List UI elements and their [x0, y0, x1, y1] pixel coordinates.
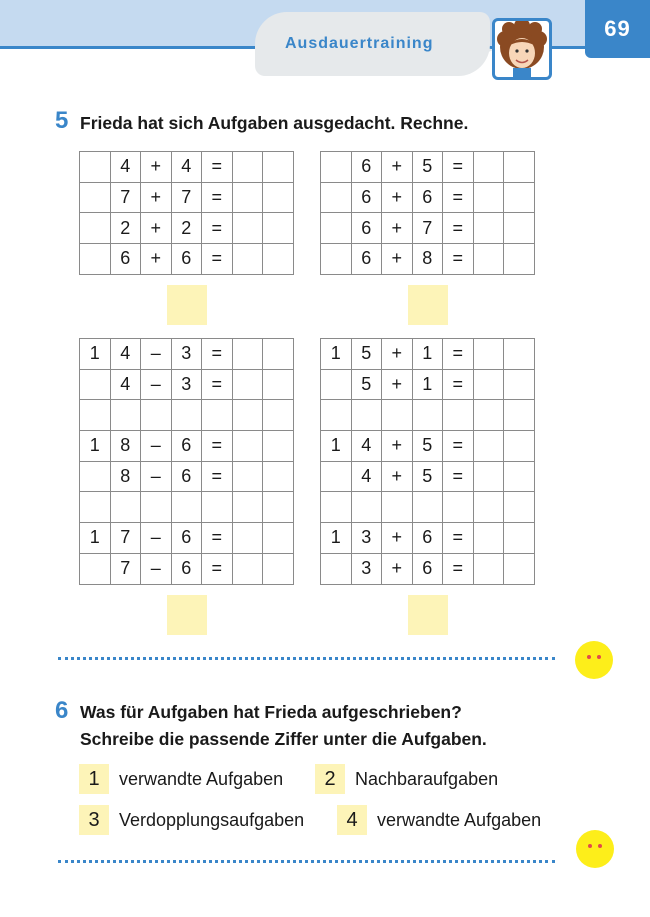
legend-digit: 4 [337, 805, 367, 835]
answer-cell[interactable] [473, 339, 504, 370]
grid-row [321, 213, 535, 244]
grid-cell: 7 [412, 213, 443, 244]
grid-cell [321, 152, 352, 183]
answer-cell[interactable] [263, 213, 294, 244]
grid-cell: 1 [321, 431, 352, 462]
grid-cell [141, 400, 172, 431]
grid-cell: = [202, 182, 233, 213]
legend-label: Verdopplungsaufgaben [119, 809, 305, 830]
grid-cell: + [141, 182, 172, 213]
dotted-divider [58, 657, 555, 660]
grid-cell: 8 [412, 244, 443, 275]
grid-cell: = [443, 523, 474, 554]
grid-cell: 3 [351, 523, 382, 554]
legend-label: Nachbaraufgaben [355, 768, 499, 789]
grid-row [80, 461, 294, 492]
grid-cell: + [382, 182, 413, 213]
answer-cell[interactable] [232, 369, 263, 400]
legend-digit: 1 [79, 764, 109, 794]
answer-box-grid-4[interactable] [408, 595, 448, 635]
grid-cell [321, 400, 352, 431]
grid-row [80, 213, 294, 244]
answer-cell[interactable] [232, 244, 263, 275]
answer-cell[interactable] [263, 369, 294, 400]
grid-cell: = [443, 244, 474, 275]
grid-cell [321, 461, 352, 492]
legend-item [337, 805, 541, 835]
answer-cell[interactable] [263, 461, 294, 492]
grid-row [80, 152, 294, 183]
grid-cell: 4 [351, 461, 382, 492]
grid-cell: = [443, 339, 474, 370]
answer-cell[interactable] [263, 553, 294, 584]
grid-cell: = [443, 369, 474, 400]
grid-cell: = [443, 431, 474, 462]
task-6-instruction-line-2: Schreibe die passende Ziffer unter die Aufgaben. [80, 729, 487, 749]
answer-cell[interactable] [504, 339, 535, 370]
answer-cell[interactable] [232, 492, 263, 523]
grid-cell: 6 [171, 553, 202, 584]
answer-cell[interactable] [263, 492, 294, 523]
answer-cell[interactable] [473, 523, 504, 554]
answer-cell[interactable] [504, 400, 535, 431]
answer-cell[interactable] [473, 400, 504, 431]
grid-cell [80, 182, 111, 213]
answer-cell[interactable] [473, 492, 504, 523]
grid-row [321, 339, 535, 370]
grid-cell: 6 [110, 244, 141, 275]
answer-cell[interactable] [232, 182, 263, 213]
grid-cell [110, 400, 141, 431]
grid-row [80, 553, 294, 584]
grid-cell: – [141, 553, 172, 584]
page-number: 69 [585, 0, 650, 58]
grid-cell: 1 [80, 339, 111, 370]
grid-cell: 1 [321, 339, 352, 370]
grid-cell: 7 [171, 182, 202, 213]
grid-cell: 3 [171, 339, 202, 370]
calc-grid-3 [79, 338, 294, 585]
grid-cell: 6 [351, 152, 382, 183]
grid-row [80, 244, 294, 275]
dotted-divider [58, 860, 555, 863]
answer-cell[interactable] [263, 431, 294, 462]
grid-cell [110, 492, 141, 523]
grid-cell: = [202, 213, 233, 244]
grid-cell: + [141, 152, 172, 183]
grid-cell: 7 [110, 523, 141, 554]
smiley-face-icon [575, 641, 613, 679]
answer-box-grid-1[interactable] [167, 285, 207, 325]
answer-cell[interactable] [232, 553, 263, 584]
answer-cell[interactable] [504, 152, 535, 183]
answer-cell[interactable] [263, 152, 294, 183]
grid-cell: 1 [321, 523, 352, 554]
grid-cell: + [382, 152, 413, 183]
answer-cell[interactable] [473, 461, 504, 492]
grid-cell: 6 [351, 182, 382, 213]
grid-cell: 4 [110, 152, 141, 183]
answer-cell[interactable] [263, 400, 294, 431]
section-label: Ausdauertraining [255, 12, 490, 76]
grid-cell [202, 492, 233, 523]
answer-cell[interactable] [504, 553, 535, 584]
legend-digit: 3 [79, 805, 109, 835]
answer-cell[interactable] [263, 339, 294, 370]
grid-cell: = [443, 182, 474, 213]
grid-cell: = [202, 553, 233, 584]
grid-cell [171, 400, 202, 431]
grid-cell: 6 [351, 244, 382, 275]
grid-cell: 2 [110, 213, 141, 244]
grid-cell [412, 492, 443, 523]
task-number-6: 6 [55, 697, 69, 724]
grid-cell [321, 369, 352, 400]
answer-cell[interactable] [232, 339, 263, 370]
task-6-instruction-line-1: Was für Aufgaben hat Frieda aufgeschrieben? [80, 702, 462, 722]
answer-cell[interactable] [473, 553, 504, 584]
calc-grid-1 [79, 151, 294, 275]
grid-cell: 6 [412, 553, 443, 584]
grid-cell: + [382, 431, 413, 462]
grid-cell: + [382, 244, 413, 275]
answer-cell[interactable] [504, 213, 535, 244]
grid-cell: 5 [412, 461, 443, 492]
answer-cell[interactable] [504, 431, 535, 462]
grid-cell [80, 553, 111, 584]
answer-cell[interactable] [504, 244, 535, 275]
grid-row [80, 369, 294, 400]
grid-cell [351, 400, 382, 431]
grid-cell: = [443, 553, 474, 584]
grid-cell [321, 492, 352, 523]
answer-cell[interactable] [504, 523, 535, 554]
answer-cell[interactable] [263, 182, 294, 213]
grid-row [321, 523, 535, 554]
grid-row [321, 369, 535, 400]
grid-row [321, 152, 535, 183]
grid-cell: 8 [110, 431, 141, 462]
grid-row [321, 461, 535, 492]
grid-cell: = [202, 244, 233, 275]
grid-cell: 1 [412, 339, 443, 370]
grid-cell: = [202, 152, 233, 183]
grid-row [80, 431, 294, 462]
answer-cell[interactable] [473, 244, 504, 275]
answer-cell[interactable] [504, 182, 535, 213]
grid-row [321, 400, 535, 431]
answer-cell[interactable] [232, 400, 263, 431]
grid-cell: + [382, 523, 413, 554]
smiley-face-icon [576, 830, 614, 868]
legend-label: verwandte Aufgaben [377, 809, 542, 830]
grid-cell: 6 [412, 182, 443, 213]
legend-label: verwandte Aufgaben [119, 768, 284, 789]
grid-cell [443, 400, 474, 431]
grid-cell [202, 400, 233, 431]
grid-row [80, 339, 294, 370]
grid-cell [443, 492, 474, 523]
grid-cell [80, 244, 111, 275]
grid-cell: 5 [351, 369, 382, 400]
answer-box-grid-2[interactable] [408, 285, 448, 325]
grid-cell: 7 [110, 182, 141, 213]
answer-box-grid-3[interactable] [167, 595, 207, 635]
grid-cell: 3 [351, 553, 382, 584]
calc-grid-4 [320, 338, 535, 585]
grid-row [80, 400, 294, 431]
grid-row [321, 492, 535, 523]
grid-cell: + [382, 553, 413, 584]
grid-cell [80, 152, 111, 183]
grid-cell: 6 [412, 523, 443, 554]
answer-cell[interactable] [473, 182, 504, 213]
grid-cell: = [202, 461, 233, 492]
task-number-5: 5 [55, 107, 69, 134]
grid-cell: 5 [412, 152, 443, 183]
answer-cell[interactable] [232, 431, 263, 462]
grid-cell: = [202, 523, 233, 554]
grid-cell [80, 369, 111, 400]
grid-cell: 8 [110, 461, 141, 492]
grid-cell [171, 492, 202, 523]
grid-cell: = [202, 431, 233, 462]
grid-cell [382, 492, 413, 523]
grid-row [80, 492, 294, 523]
grid-row [321, 553, 535, 584]
answer-cell[interactable] [232, 523, 263, 554]
grid-cell: + [382, 339, 413, 370]
answer-cell[interactable] [232, 152, 263, 183]
grid-cell [141, 492, 172, 523]
grid-cell [80, 213, 111, 244]
grid-cell: + [382, 369, 413, 400]
grid-cell: 6 [171, 523, 202, 554]
legend-item [79, 764, 283, 794]
answer-cell[interactable] [504, 369, 535, 400]
answer-cell[interactable] [232, 461, 263, 492]
grid-cell [80, 400, 111, 431]
grid-cell: 3 [171, 369, 202, 400]
grid-cell: 1 [80, 523, 111, 554]
speech-bubble-tail [475, 42, 493, 58]
grid-cell: 5 [351, 339, 382, 370]
grid-cell [321, 182, 352, 213]
grid-cell: – [141, 523, 172, 554]
calc-grid-2 [320, 151, 535, 275]
grid-cell: 4 [110, 369, 141, 400]
grid-row [321, 182, 535, 213]
grid-cell [80, 492, 111, 523]
girl-face-icon [492, 18, 552, 80]
grid-row [80, 182, 294, 213]
grid-cell: 4 [351, 431, 382, 462]
answer-cell[interactable] [473, 431, 504, 462]
legend-digit: 2 [315, 764, 345, 794]
grid-cell: 4 [110, 339, 141, 370]
grid-cell: 1 [80, 431, 111, 462]
answer-cell[interactable] [263, 523, 294, 554]
grid-cell: – [141, 431, 172, 462]
grid-cell: – [141, 461, 172, 492]
grid-cell: 6 [171, 244, 202, 275]
grid-cell: = [443, 213, 474, 244]
grid-cell: + [141, 244, 172, 275]
grid-cell: 6 [171, 461, 202, 492]
answer-cell[interactable] [473, 369, 504, 400]
grid-cell: 6 [171, 431, 202, 462]
task-5-instruction: Frieda hat sich Aufgaben ausgedacht. Rechne. [80, 113, 469, 133]
grid-cell: = [443, 152, 474, 183]
answer-cell[interactable] [263, 244, 294, 275]
grid-cell [321, 244, 352, 275]
answer-cell[interactable] [504, 461, 535, 492]
grid-cell: = [202, 369, 233, 400]
grid-cell: 5 [412, 431, 443, 462]
grid-cell: = [443, 461, 474, 492]
grid-cell [412, 400, 443, 431]
answer-cell[interactable] [473, 213, 504, 244]
grid-cell: 2 [171, 213, 202, 244]
grid-cell [321, 213, 352, 244]
grid-cell [321, 553, 352, 584]
grid-cell: + [382, 461, 413, 492]
legend-item [315, 764, 498, 794]
grid-cell: – [141, 339, 172, 370]
grid-row [321, 244, 535, 275]
grid-cell: 6 [351, 213, 382, 244]
grid-cell [382, 400, 413, 431]
grid-row [80, 523, 294, 554]
grid-cell: – [141, 369, 172, 400]
grid-cell [80, 461, 111, 492]
grid-cell: + [382, 213, 413, 244]
grid-cell: 7 [110, 553, 141, 584]
grid-cell: = [202, 339, 233, 370]
grid-cell: 1 [412, 369, 443, 400]
grid-cell [351, 492, 382, 523]
answer-cell[interactable] [232, 213, 263, 244]
answer-cell[interactable] [473, 152, 504, 183]
grid-cell: 4 [171, 152, 202, 183]
answer-cell[interactable] [504, 492, 535, 523]
grid-cell: + [141, 213, 172, 244]
grid-row [321, 431, 535, 462]
legend-item [79, 805, 304, 835]
